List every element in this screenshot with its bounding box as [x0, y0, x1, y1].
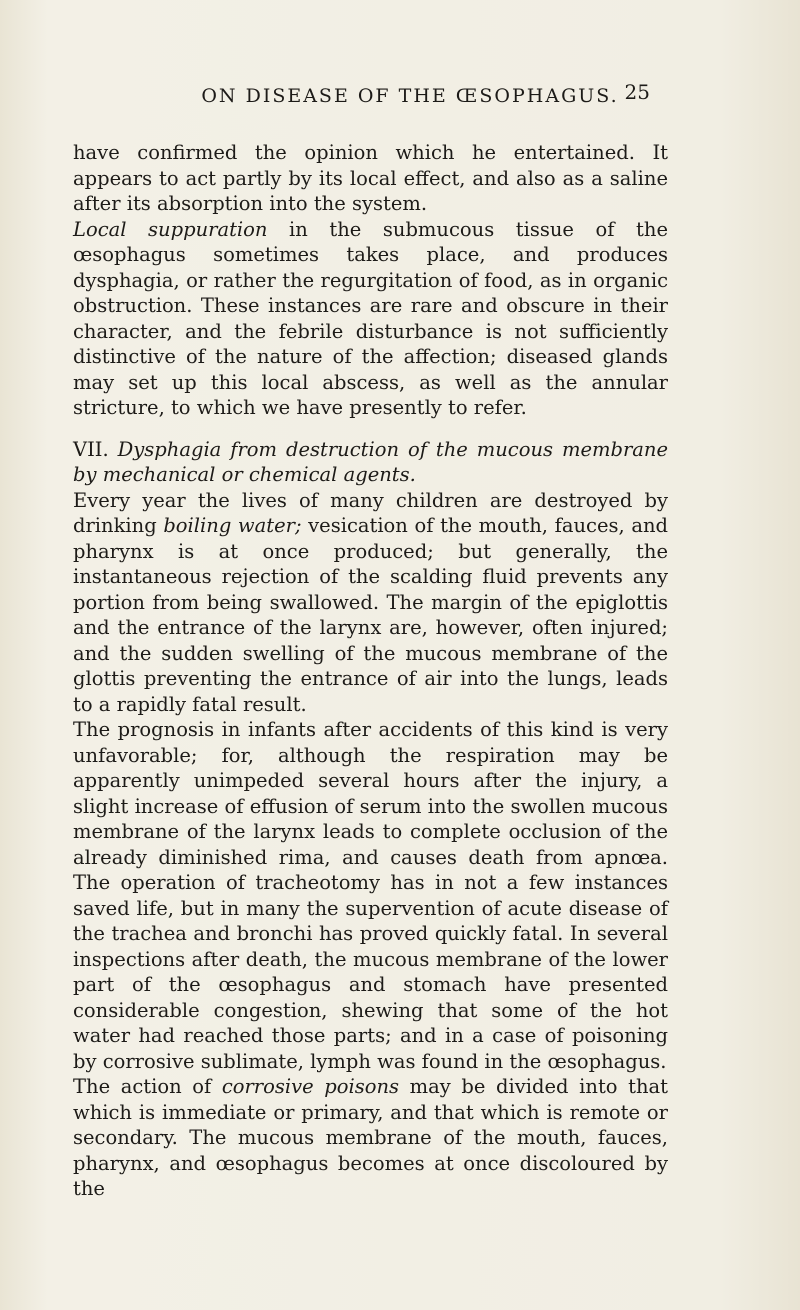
paragraph-text: in the submucous tissue of the œsophagus sometimes takes place, and produces dysphagia, or rather the regurgitation of food, as in organic obstruction. These instances are rare and obscure in their character, and the febrile disturbance is not sufficiently distinctive of the nature of the affection; diseased glands may set up this local abscess, as well as the annular stricture, to which we have presently to refer.	[73, 217, 668, 419]
italic-term: Local suppuration	[73, 217, 268, 241]
paragraph-local-suppuration	[73, 217, 668, 421]
section-heading	[73, 437, 668, 488]
italic-term: corrosive poisons	[221, 1075, 400, 1098]
paragraph-text: Every year the lives of many children are destroyed by drinking	[73, 488, 668, 537]
paragraph-text: may be divided into that which is immediate or primary, and that which is remote or secondary. The mucous membrane of the mouth, fauces, pharynx, and œsophagus becomes at once discoloured by the	[73, 1075, 668, 1200]
paragraph-prognosis: The prognosis in infants after accidents of this kind is very unfavorable; for, although the respiration may be apparently unimpeded several hours after the injury, a slight increase of effusion of serum into the swollen mucous membrane of the larynx leads to complete occlusion of the already diminished rima, and causes death from apnœa. The operation of tracheotomy has in not a few instances saved life, but in many the supervention of acute disease of the trachea and bronchi has proved quickly fatal. In several inspections after death, the mucous membrane of the lower part of the œsophagus and stomach have presented considerable congestion, shewing that some of the hot water had reached those parts; and in a case of poisoning by corrosive sublimate, lymph was found in the œsophagus.	[73, 718, 668, 1073]
paragraph-continuation: have confirmed the opinion which he entertained. It appears to act partly by its local effect, and also as a saline after its absorption into the system.	[73, 141, 668, 215]
section-number: VII.	[73, 437, 118, 461]
body-text	[73, 140, 668, 1202]
running-title: ON DISEASE OF THE ŒSOPHAGUS.	[201, 85, 619, 107]
paragraph-corrosive-poisons	[73, 1074, 668, 1202]
section-title: Dysphagia from destruction of the mucous membrane by mechanical or chemical agents.	[73, 437, 669, 486]
paragraph-text: vesication of the mouth, fauces, and pharynx is at once produced; but generally, the instantaneous rejection of the scalding fluid prevents any portion from being swallowed. The margin of the epiglottis and the entrance of the larynx are, however, often injured; and the sudden swelling of the mucous membrane of the glottis preventing the entrance of air into the lungs, leads to a rapidly fatal result.	[73, 514, 668, 716]
paragraph-boiling-water	[73, 488, 668, 718]
italic-term: boiling water;	[163, 514, 302, 537]
paragraph-text: The action of	[73, 1075, 222, 1098]
page-number: 25	[624, 80, 650, 104]
